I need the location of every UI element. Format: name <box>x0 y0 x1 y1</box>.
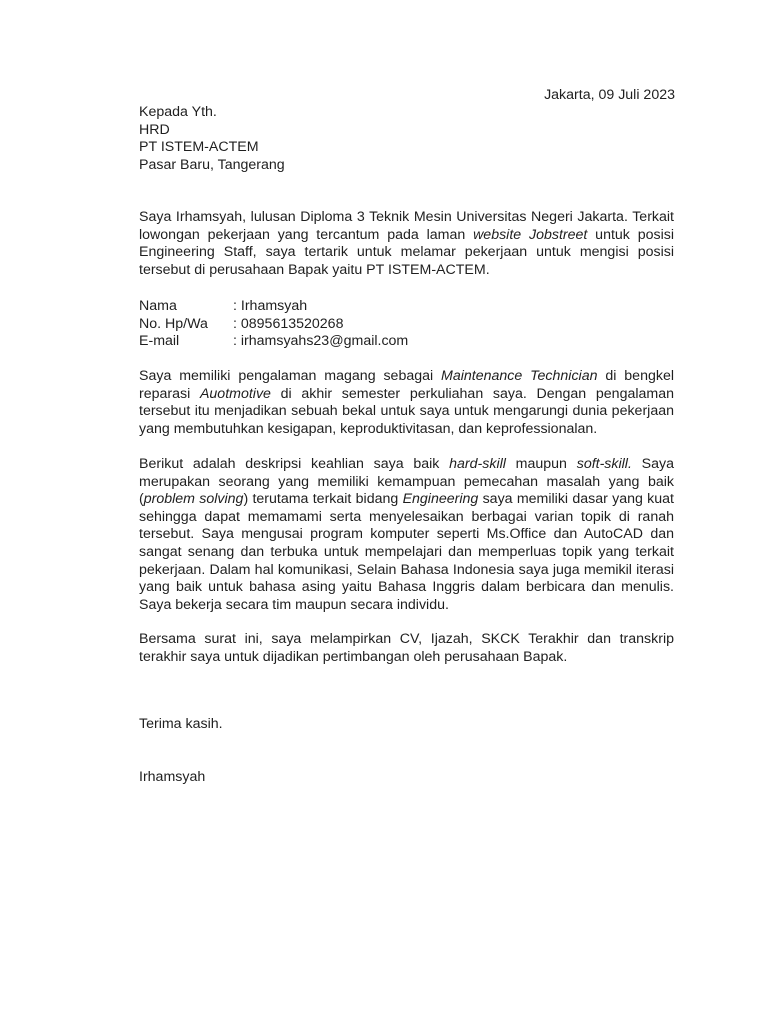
skills-italic-2: soft-skill. <box>576 456 632 472</box>
experience-italic-2: Auotmotive <box>199 385 271 402</box>
skills-italic-3: problem solving <box>143 491 244 508</box>
identity-block <box>139 298 408 351</box>
identity-row-phone <box>139 316 408 334</box>
skills-text-4: ) terutama terkait bidang <box>243 491 403 508</box>
experience-paragraph <box>139 368 674 438</box>
intro-text-1: Saya Irhamsyah, lulusan Diploma 3 Teknik Mesin Universitas Negeri Jakarta. Terkait lowongan pekerjaan yang tercantum pada laman <box>139 209 674 243</box>
skills-text-2: maupun <box>505 456 577 472</box>
email-value: : irhamsyahs23@gmail.com <box>233 333 409 350</box>
skills-italic-1: hard-skill <box>449 456 506 472</box>
recipient-address: Pasar Baru, Tangerang <box>139 156 285 173</box>
closing-line: Terima kasih. <box>139 716 223 732</box>
intro-paragraph <box>139 209 674 279</box>
skills-paragraph <box>139 456 674 614</box>
name-label: Nama <box>139 298 177 314</box>
experience-text-1: Saya memiliki pengalaman magang sebagai <box>139 368 442 384</box>
skills-text-3: Saya merupakan seorang yang memiliki kemampuan pemecahan masalah yang baik ( <box>139 456 675 508</box>
phone-label: No. Hp/Wa <box>139 315 208 332</box>
experience-italic-1: Maintenance Technician <box>441 368 598 384</box>
name-value: : Irhamsyah <box>233 298 308 314</box>
recipient-company: PT ISTEM-ACTEM <box>139 139 259 156</box>
attachments-paragraph: Bersama surat ini, saya melampirkan CV, Ijazah, SKCK Terakhir dan transkrip terakhir saya untuk dijadikan pertimbangan oleh perusahaan Bapak. <box>139 631 674 665</box>
identity-row-email <box>139 333 408 351</box>
skills-text-1: Berikut adalah deskripsi keahlian saya baik <box>139 456 450 472</box>
recipient-block <box>139 104 285 174</box>
intro-text-italic: website Jobstreet <box>473 226 588 243</box>
signature-name: Irhamsyah <box>139 769 206 785</box>
recipient-salutation: Kepada Yth. <box>139 104 217 120</box>
experience-text-2: di bengkel reparasi <box>139 368 674 402</box>
recipient-department: HRD <box>139 121 170 138</box>
email-label: E-mail <box>139 333 180 350</box>
skills-text-5: saya memiliki dasar yang kuat sehingga dapat memamami serta menyelesaikan berbagai varian topik di ranah tersebut. Saya mengusai program komputer seperti Ms.Office dan AutoCAD dan sangat senang dan terbuka untuk mempelajari dan memperluas topik yang terkait pekerjaan. Dalam hal komunikasi, Selain Bahasa Indonesia saya juga memikil iterasi yang baik untuk bahasa asing yaitu Bahasa Inggris dalam berbicara dan menulis. Saya bekerja secara tim maupun secara individu. <box>139 491 675 613</box>
skills-italic-4: Engineering <box>402 491 479 508</box>
intro-text-2: untuk posisi Engineering Staff, saya tertarik untuk melamar pekerjaan untuk mengisi posisi tersebut di perusahaan Bapak yaitu PT ISTEM-ACTEM. <box>139 226 674 278</box>
letter-date: Jakarta, 09 Juli 2023 <box>544 87 675 103</box>
identity-row-name <box>139 298 408 316</box>
experience-text-3: di akhir semester perkuliahan saya. Dengan pengalaman tersebut itu menjadikan sebuah bekal untuk saya untuk mengarungi dunia pekerjaan yang membutuhkan kesigapan, keproduktivitasan, dan keprofessionalan. <box>139 385 674 437</box>
phone-value: : 0895613520268 <box>233 315 344 332</box>
